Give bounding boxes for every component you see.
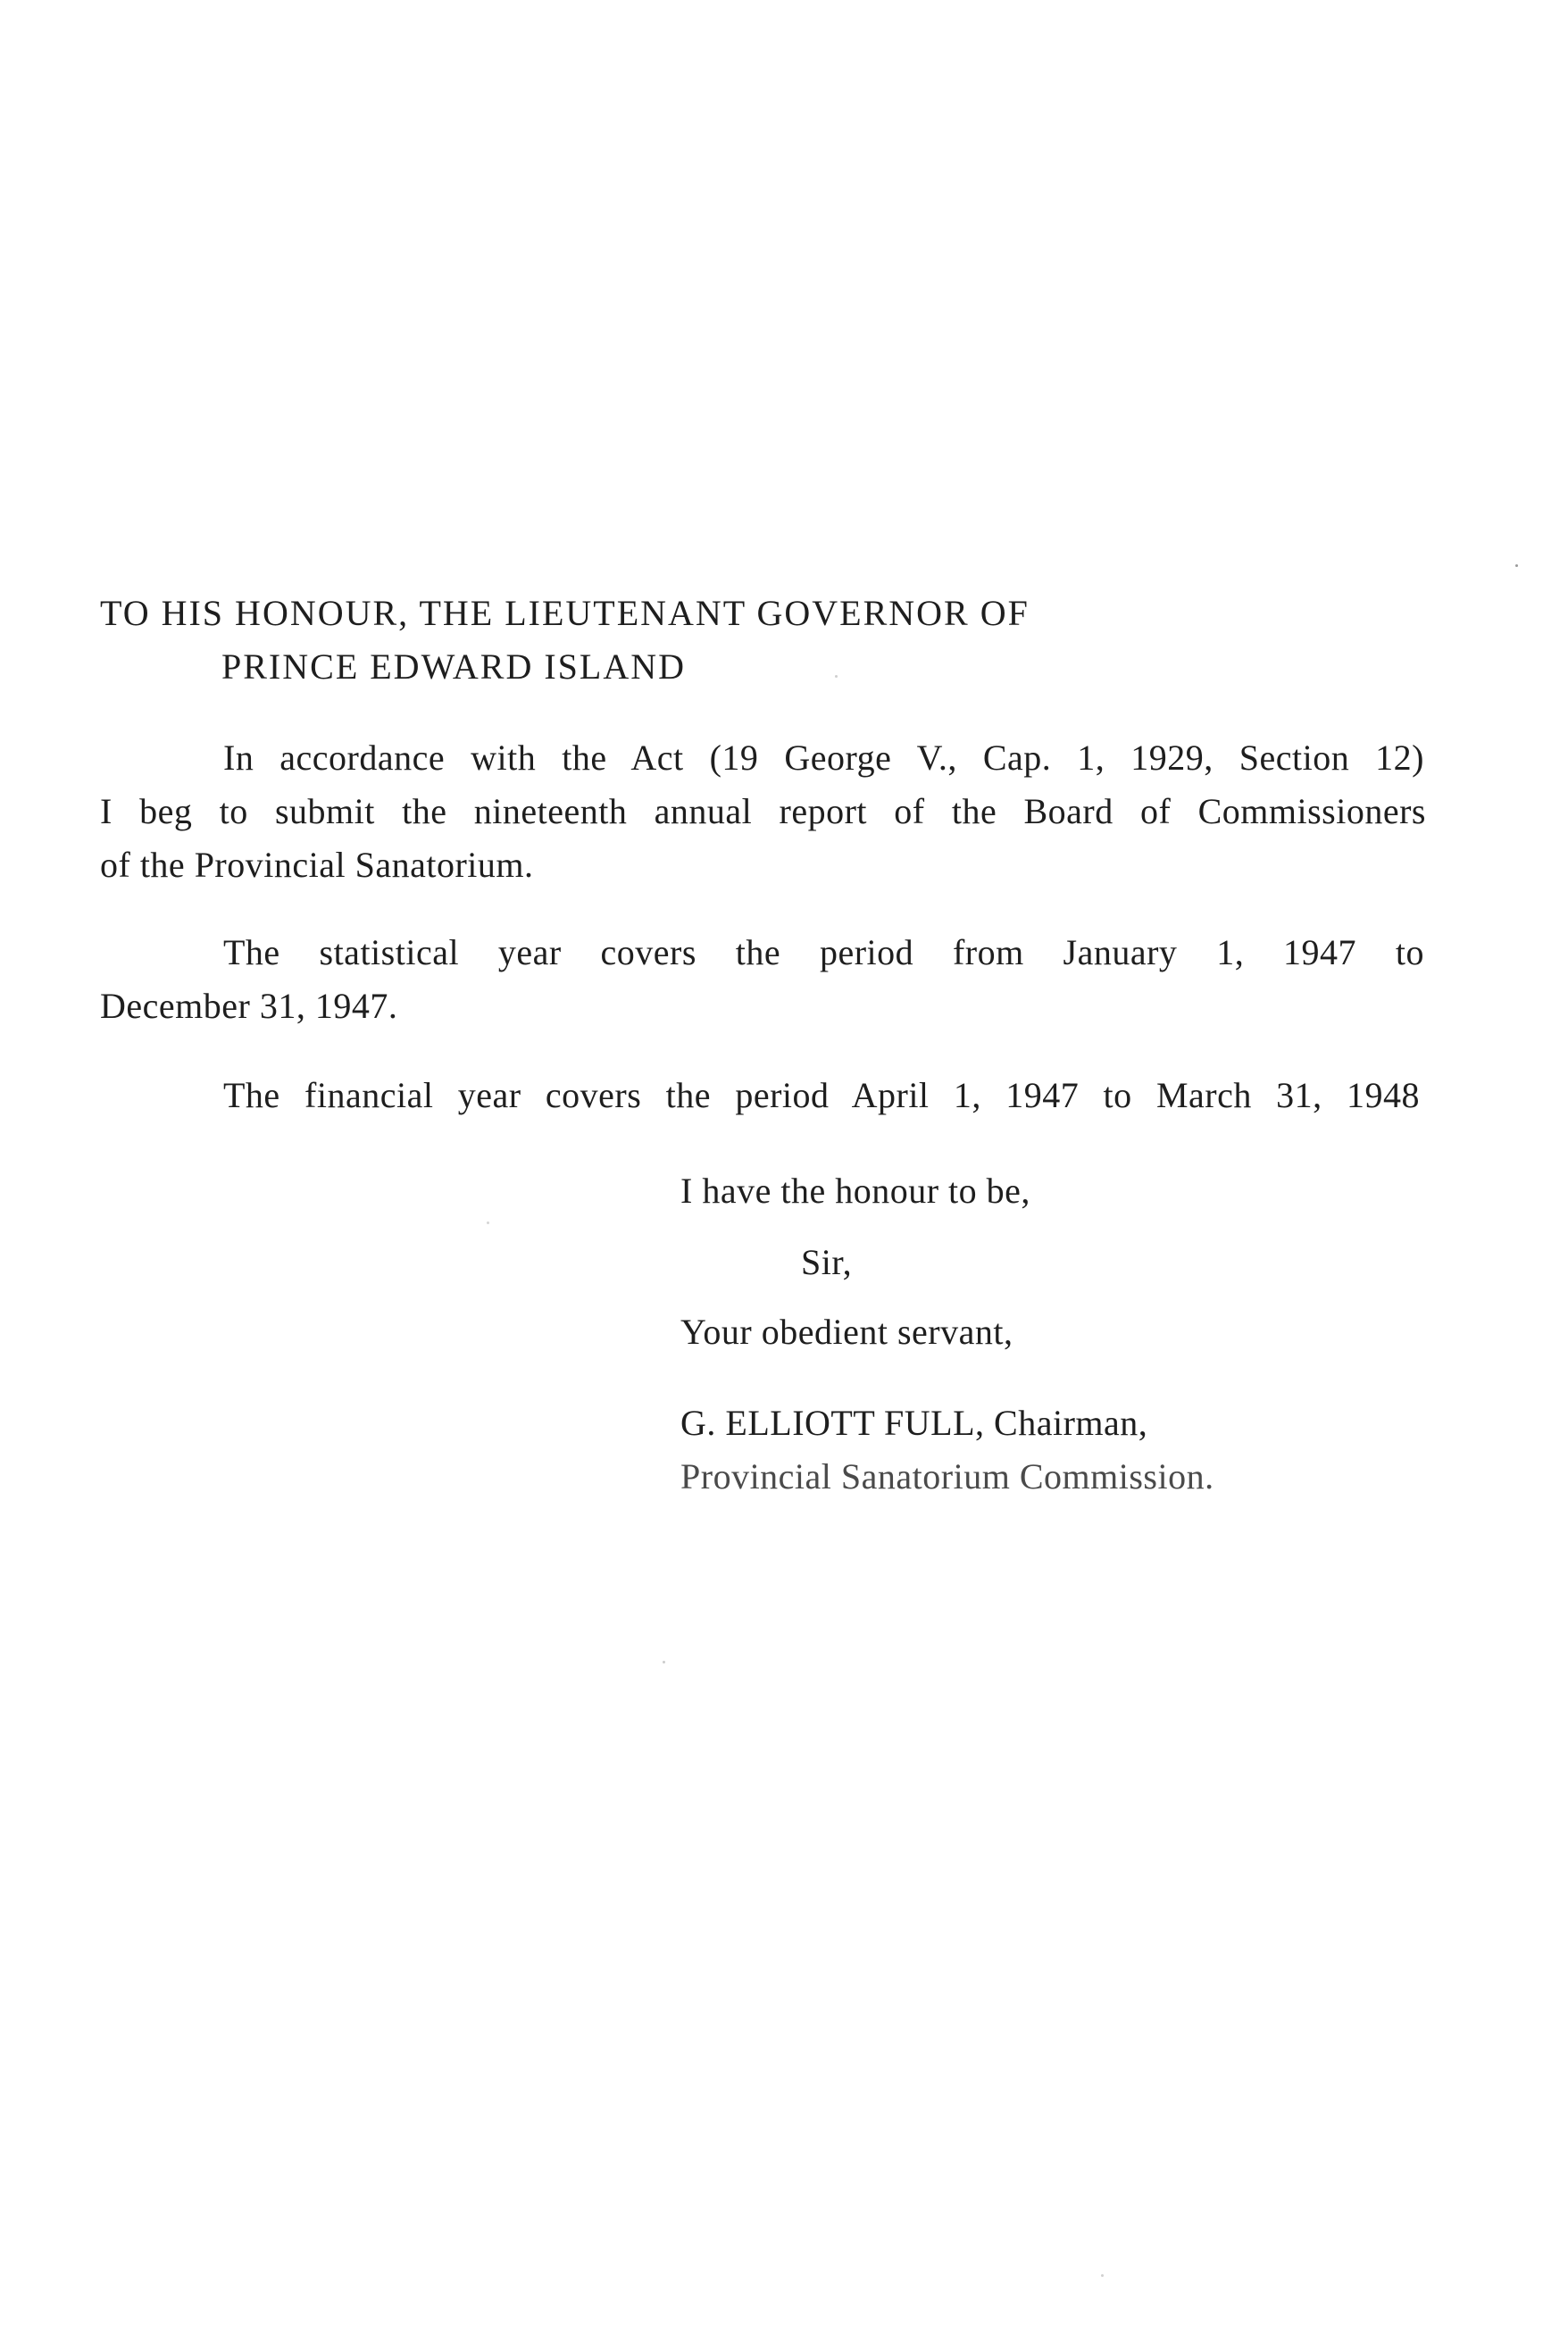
paragraph-2-line-1: The statistical year covers the period from January 1, 1947 to: [223, 932, 1424, 972]
paragraph-3-line-1: The financial year covers the period April 1, 1947 to March 31, 1948: [223, 1075, 1420, 1115]
paragraph-2-line-2: December 31, 1947.: [100, 986, 398, 1026]
closing-line-3: Your obedient servant,: [680, 1312, 1013, 1352]
scan-speck: [1515, 564, 1518, 567]
scan-speck: [1101, 2274, 1104, 2277]
address-line-1: TO HIS HONOUR, THE LIEUTENANT GOVERNOR OF: [100, 593, 1030, 633]
scan-speck: [663, 1661, 665, 1663]
closing-salutation: Sir,: [801, 1242, 853, 1282]
scan-speck: [487, 1221, 489, 1224]
signature-organization: Provincial Sanatorium Commission.: [680, 1456, 1214, 1496]
paragraph-1-line-1: In accordance with the Act (19 George V., Cap. 1, 1929, Section 12): [223, 738, 1424, 778]
address-line-2: PRINCE EDWARD ISLAND: [221, 646, 686, 687]
paragraph-1-line-2: I beg to submit the nineteenth annual report of the Board of Commissioners: [100, 791, 1426, 831]
closing-line-1: I have the honour to be,: [680, 1171, 1030, 1211]
paragraph-1-line-3: of the Provincial Sanatorium.: [100, 845, 534, 885]
signature-name: G. ELLIOTT FULL, Chairman,: [680, 1403, 1148, 1443]
scan-speck: [835, 675, 838, 678]
